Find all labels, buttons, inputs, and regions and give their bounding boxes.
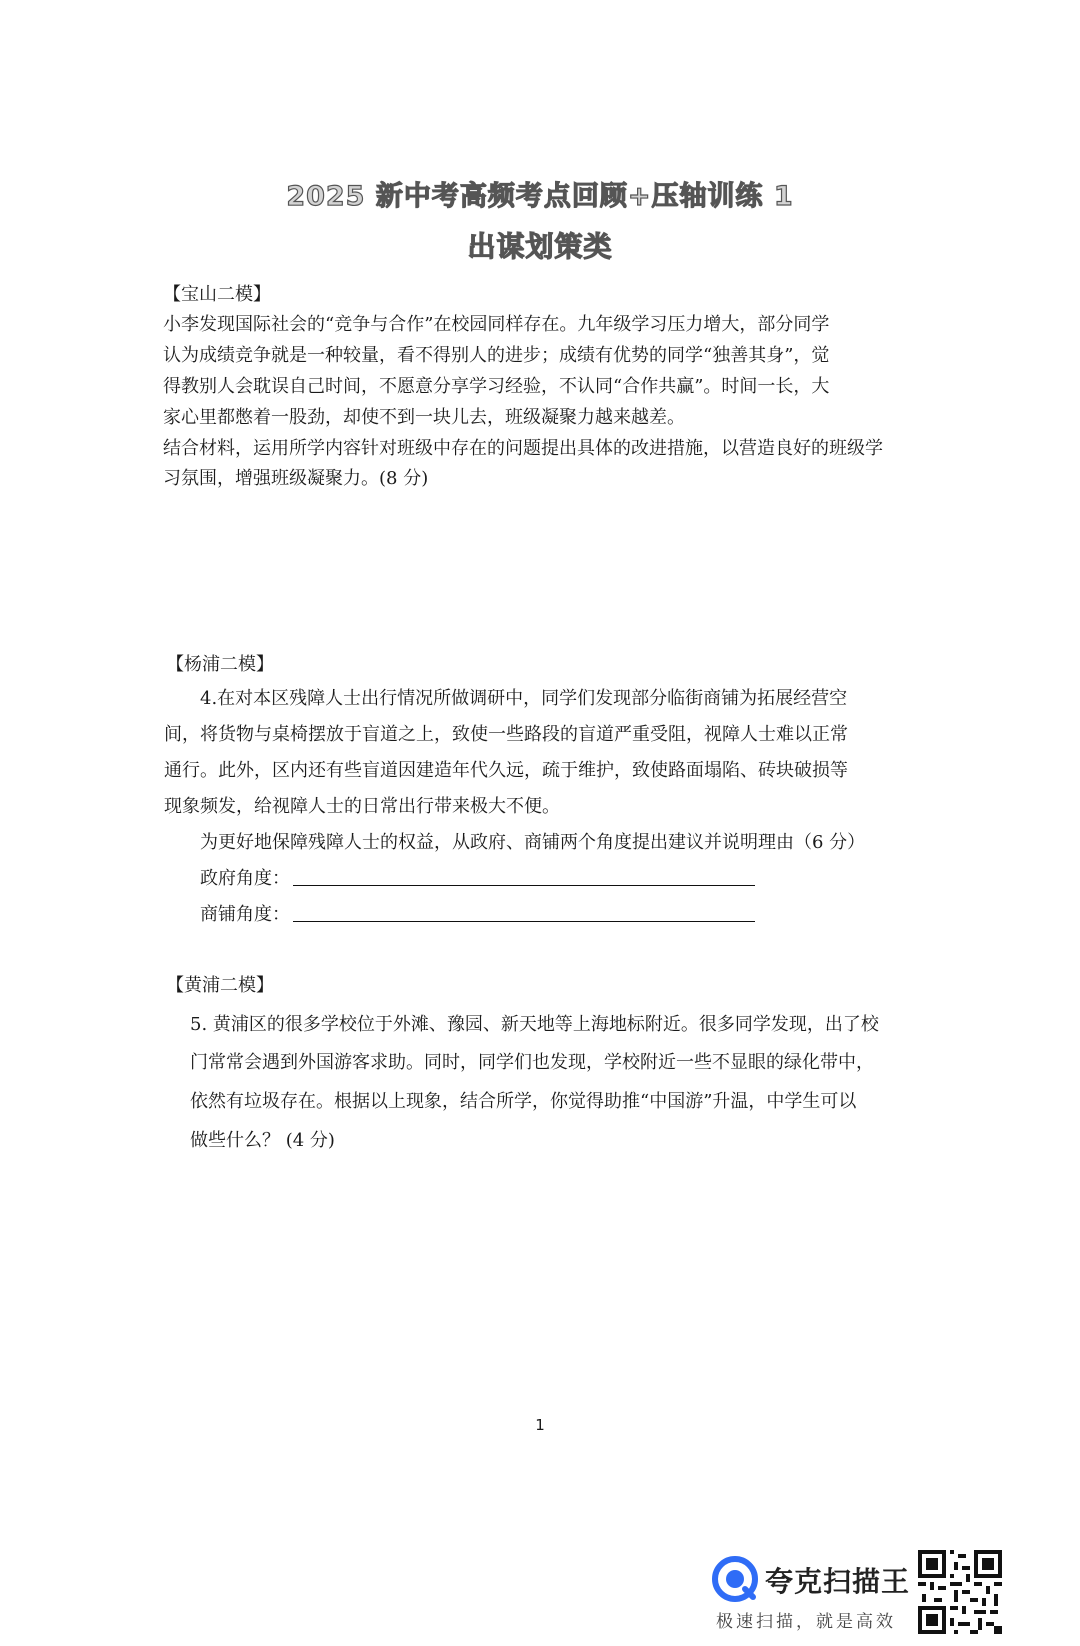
answer-blank-shop[interactable] <box>293 921 755 922</box>
page-title: 2025 新中考高频考点回顾+压轴训练 1 <box>286 181 794 212</box>
section-label-baoshan: 【宝山二模】 <box>163 284 271 305</box>
question-line: 5. 黄浦区的很多学校位于外滩、豫园、新天地等上海地标附近。很多同学发现，出了校 <box>190 1014 879 1035</box>
page-number: 1 <box>535 1416 545 1434</box>
brand-slogan: 极速扫描，就是高效 <box>716 1612 896 1632</box>
question-line: 间，将货物与桌椅摆放于盲道之上，致使一些路段的盲道严重受阻，视障人士难以正常 <box>164 724 848 745</box>
paragraph-line: 小李发现国际社会的“竞争与合作”在校园同样存在。九年级学习压力增大，部分同学 <box>163 314 830 335</box>
answer-blank-government[interactable] <box>293 885 755 886</box>
paragraph-line: 得教别人会耽误自己时间，不愿意分享学习经验，不认同“合作共赢”。时间一长，大 <box>163 376 830 397</box>
question-line: 4.在对本区残障人士出行情况所做调研中，同学们发现部分临街商铺为拓展经营空 <box>200 688 848 709</box>
quark-logo-icon <box>712 1556 758 1602</box>
brand-name: 夸克扫描王 <box>765 1565 911 1598</box>
paragraph-line: 认为成绩竞争就是一种较量，看不得别人的进步；成绩有优势的同学“独善其身”，觉 <box>163 345 830 366</box>
answer-label-shop: 商铺角度： <box>200 904 290 925</box>
question-line: 做些什么？ (4 分) <box>190 1130 335 1151</box>
question-line: 为更好地保障残障人士的权益，从政府、商铺两个角度提出建议并说明理由（6 分） <box>200 832 866 853</box>
paragraph-line: 结合材料，运用所学内容针对班级中存在的问题提出具体的改进措施，以营造良好的班级学 <box>163 438 883 459</box>
question-line: 依然有垃圾存在。根据以上现象，结合所学，你觉得助推“中国游”升温，中学生可以 <box>190 1091 857 1112</box>
answer-label-government: 政府角度： <box>200 868 290 889</box>
section-label-yangpu: 【杨浦二模】 <box>166 654 274 675</box>
paragraph-line: 习氛围，增强班级凝聚力。(8 分) <box>163 468 429 489</box>
page-subtitle: 出谋划策类 <box>467 230 613 263</box>
question-line: 通行。此外，区内还有些盲道因建造年代久远，疏于维护，致使路面塌陷、砖块破损等 <box>164 760 848 781</box>
paragraph-line: 家心里都憋着一股劲，却使不到一块儿去，班级凝聚力越来越差。 <box>163 407 685 428</box>
section-label-huangpu: 【黄浦二模】 <box>166 975 274 996</box>
qr-code-icon <box>918 1550 1002 1634</box>
question-line: 现象频发，给视障人士的日常出行带来极大不便。 <box>164 796 560 817</box>
question-line: 门常常会遇到外国游客求助。同时，同学们也发现，学校附近一些不显眼的绿化带中， <box>190 1052 874 1073</box>
